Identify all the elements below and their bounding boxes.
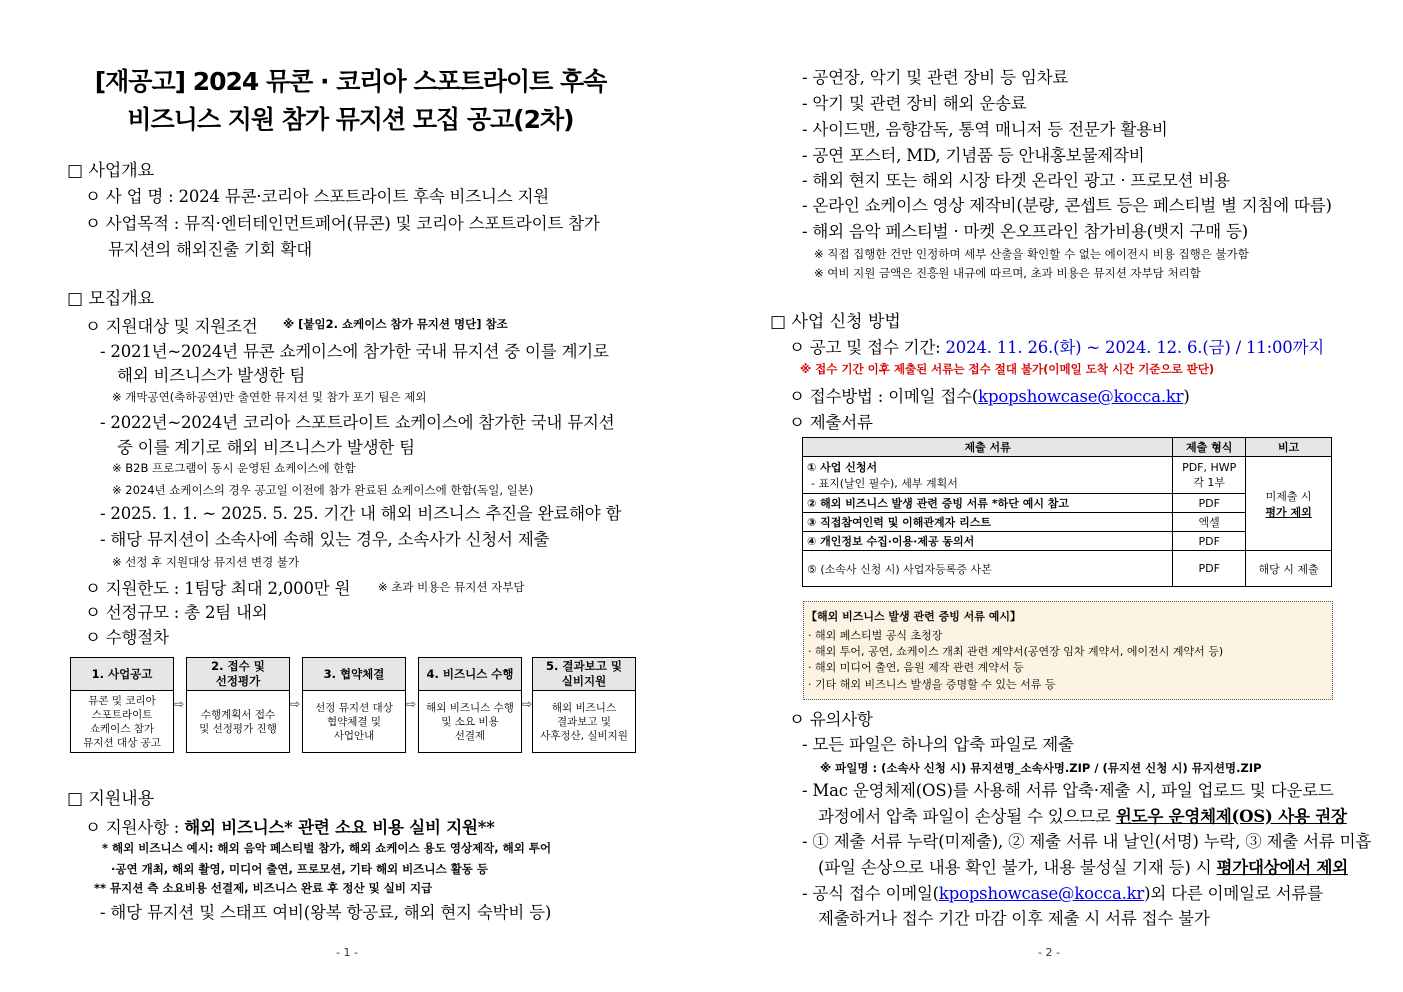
expense-item-1: - 해당 뮤지션 및 스태프 여비(왕복 항공료, 해외 현지 숙박비 등) — [100, 903, 552, 922]
process-step-5-title: 5. 결과보고 및 실비지원 — [533, 658, 635, 691]
table-row: ② 해외 비즈니스 발생 관련 증빙 서류 *하단 예시 참고 — [803, 494, 1173, 513]
col-header-doc: 제출 서류 — [803, 438, 1173, 457]
page-number: - 1 - — [336, 946, 358, 959]
condition-4-note: ※ 선정 후 지원대상 뮤지션 변경 불가 — [112, 555, 300, 569]
process-step-3 — [302, 657, 406, 753]
period-value: 2024. 11. 26.(화) ~ 2024. 12. 6.(금) / 11:00까지 — [945, 338, 1325, 357]
expense-item: - 공연장, 악기 및 관련 장비 등 임차료 — [802, 68, 1069, 87]
process-step-3-title: 3. 협약체결 — [303, 658, 405, 691]
condition-2: - 2022년~2024년 코리아 스포트라이트 쇼케이스에 참가한 국내 뮤지션 — [100, 413, 615, 432]
support-footnote-2: ** 뮤지션 측 소요비용 선결제, 비즈니스 완료 후 정산 및 실비 지급 — [94, 881, 433, 895]
title-line-1: [재공고] 2024 뮤콘 · 코리아 스포트라이트 후속 — [94, 67, 607, 96]
table-cell: PDF — [1173, 532, 1246, 551]
arrow-icon: ⇨ — [406, 697, 417, 711]
process-step-1-desc: 뮤콘 및 코리아 스포트라이트 쇼케이스 참가 뮤지션 대상 공고 — [83, 694, 161, 749]
condition-2-cont: 중 이를 계기로 해외 비즈니스가 발생한 팀 — [117, 438, 415, 457]
docs-item: ㅇ 제출서류 — [789, 413, 873, 432]
process-step-3-desc: 선정 뮤지션 대상 협약체결 및 사업안내 — [315, 701, 393, 742]
support-footnote-1-cont: ·공연 개최, 해외 촬영, 미디어 출연, 프로모션, 기타 해외 비즈니스 활동 등 — [111, 862, 488, 876]
arrow-icon: ⇨ — [174, 697, 185, 711]
col-header-format: 제출 형식 — [1173, 438, 1246, 457]
support-bold: 해외 비즈니스* 관련 소요 비용 실비 지원** — [184, 818, 495, 837]
support-item: ㅇ 지원사항 : 해외 비즈니스* 관련 소요 비용 실비 지원** — [85, 818, 495, 837]
title-line-2: 비즈니스 지원 참가 뮤지션 모집 공고(2차) — [127, 105, 574, 134]
expense-item: - 악기 및 관련 장비 해외 운송료 — [802, 94, 1027, 113]
list-item: · 해외 미디어 출연, 음원 제작 관련 계약서 등 — [808, 661, 1024, 674]
caution-1: - 모든 파일은 하나의 압축 파일로 제출 — [802, 735, 1074, 754]
process-step-4-desc: 해외 비즈니스 수행 및 소요 비용 선결제 — [426, 701, 514, 742]
table-row: ③ 직접참여인력 및 이해관계자 리스트 — [803, 513, 1173, 532]
method-item: ㅇ 접수방법 : 이메일 접수(kpopshowcase@kocca.kr) — [789, 387, 1190, 406]
condition-1-cont: 해외 비즈니스가 발생한 팀 — [117, 366, 306, 385]
arrow-icon: ⇨ — [522, 697, 533, 711]
expense-item: - 해외 현지 또는 해외 시장 타겟 온라인 광고 · 프로모션 비용 — [802, 171, 1230, 190]
caution-3-cont: (파일 손상으로 내용 확인 불가, 내용 불성실 기재 등) 시 평가대상에서 제외 — [818, 858, 1348, 877]
process-step-1 — [70, 657, 174, 753]
support-footnote-1: * 해외 비즈니스 예시: 해외 음악 페스티벌 참가, 해외 쇼케이스 용도 영상제작, 해외 투어 — [102, 841, 552, 855]
caution-3-emphasis: 평가대상에서 제외 — [1216, 858, 1348, 877]
process-step-1-title: 1. 사업공고 — [71, 658, 173, 691]
condition-3: - 2025. 1. 1. ~ 2025. 5. 25. 기간 내 해외 비즈니스 추진을 완료해야 함 — [100, 504, 622, 523]
section-heading-apply: □ 사업 신청 방법 — [770, 312, 901, 332]
process-step-2 — [186, 657, 290, 753]
col-header-remark: 비고 — [1246, 438, 1332, 457]
period-warning: ※ 접수 기간 이후 제출된 서류는 접수 절대 불가(이메일 도착 시간 기준으로 판단) — [800, 362, 1215, 376]
caution-2-cont: 과정에서 압축 파일이 손상될 수 있으므로 윈도우 운영체제(OS) 사용 권장 — [818, 807, 1347, 826]
examples-title: 【해외 비즈니스 발생 관련 증빙 서류 예시】 — [806, 610, 1021, 623]
table-cell: PDF, HWP 각 1부 — [1173, 457, 1246, 494]
caution-1-note: ※ 파일명 : (소속사 신청 시) 뮤지션명_소속사명.ZIP / (뮤지션 신청 시) 뮤지션명.ZIP — [820, 761, 1262, 775]
scale-item: ㅇ 선정규모 : 총 2팀 내외 — [85, 603, 268, 622]
cautions-item: ㅇ 유의사항 — [789, 710, 873, 729]
table-row: ① 사업 신청서 - 표지(날인 필수), 세부 계획서 — [803, 457, 1173, 494]
caution-4-cont: 제출하거나 접수 기간 마감 이후 제출 시 서류 접수 불가 — [818, 909, 1210, 928]
section-heading-overview: □ 사업개요 — [67, 161, 155, 181]
project-name-item: ㅇ 사 업 명 : 2024 뮤콘·코리아 스포트라이트 후속 비즈니스 지원 — [85, 187, 550, 206]
list-item: · 기타 해외 비즈니스 발생을 증명할 수 있는 서류 등 — [808, 678, 1056, 691]
email-link[interactable]: kpopshowcase@kocca.kr — [978, 387, 1184, 406]
condition-4: - 해당 뮤지션이 소속사에 속해 있는 경우, 소속사가 신청서 제출 — [100, 530, 550, 549]
limit-note: ※ 초과 비용은 뮤지션 자부담 — [378, 580, 525, 594]
process-item: ㅇ 수행절차 — [85, 628, 169, 647]
caution-3: - ① 제출 서류 누락(미제출), ② 제출 서류 내 날인(서명) 누락, ③ 제출 서류 미흡 — [802, 832, 1372, 851]
caution-2-emphasis: 윈도우 운영체제(OS) 사용 권장 — [1115, 807, 1347, 826]
email-link[interactable]: kpopshowcase@kocca.kr — [938, 884, 1145, 903]
process-step-2-title: 2. 접수 및 선정평가 — [187, 658, 289, 691]
expense-item: - 온라인 쇼케이스 영상 제작비(분량, 콘셉트 등은 페스티벌 별 지침에 따름) — [802, 196, 1332, 215]
page-number: - 2 - — [1038, 946, 1060, 959]
list-item: · 해외 투어, 공연, 쇼케이스 개최 관련 계약서(공연장 임차 계약서, 에이전시 계약서 등) — [808, 645, 1224, 658]
condition-1: - 2021년~2024년 뮤콘 쇼케이스에 참가한 국내 뮤지션 중 이를 계기로 — [100, 342, 609, 361]
project-purpose-cont: 뮤지션의 해외진출 기회 확대 — [108, 240, 313, 259]
table-cell-remark: 미제출 시 평가 제외 — [1246, 457, 1332, 551]
process-step-2-desc: 수행계획서 접수 및 선정평가 진행 — [199, 708, 277, 735]
target-note: ※ [붙임2. 쇼케이스 참가 뮤지션 명단] 참조 — [283, 317, 508, 331]
limit-item: ㅇ 지원한도 : 1팀당 최대 2,000만 원 — [85, 579, 351, 598]
table-row: ④ 개인정보 수집·이용·제공 동의서 — [803, 532, 1173, 551]
condition-2-note-1: ※ B2B 프로그램이 동시 운영된 쇼케이스에 한함 — [112, 461, 356, 475]
table-cell: PDF — [1173, 551, 1246, 587]
section-heading-support: □ 지원내용 — [67, 789, 155, 809]
caution-4: - 공식 접수 이메일(kpopshowcase@kocca.kr)외 다른 이메일로 서류를 — [802, 884, 1323, 903]
examples-box — [803, 601, 1333, 700]
target-item: ㅇ 지원대상 및 지원조건 — [85, 317, 258, 336]
expense-item: - 사이드맨, 음향감독, 통역 매니저 등 전문가 활용비 — [802, 120, 1168, 139]
condition-2-note-2: ※ 2024년 쇼케이스의 경우 공고일 이전에 참가 완료된 쇼케이스에 한함(독일, 일본) — [112, 483, 534, 497]
documents-table — [802, 437, 1332, 587]
period-item: ㅇ 공고 및 접수 기간: 2024. 11. 26.(화) ~ 2024. 12. 6.(금) / 11:00까지 — [789, 338, 1325, 357]
section-heading-recruit: □ 모집개요 — [67, 289, 155, 309]
process-step-4-title: 4. 비즈니스 수행 — [419, 658, 521, 691]
page-2 — [702, 0, 1403, 992]
expense-note-1: ※ 직접 집행한 건만 인정하며 세부 산출을 확인할 수 없는 에이전시 비용 집행은 불가함 — [814, 247, 1249, 261]
process-step-5-desc: 해외 비즈니스 결과보고 및 사후정산, 실비지원 — [540, 701, 628, 742]
expense-item: - 해외 음악 페스티벌 · 마켓 온오프라인 참가비용(뱃지 구매 등) — [802, 222, 1249, 241]
process-step-4 — [418, 657, 522, 753]
caution-2: - Mac 운영체제(OS)를 사용해 서류 압축·제출 시, 파일 업로드 및 다운로드 — [802, 781, 1334, 800]
expense-note-2: ※ 여비 지원 금액은 진흥원 내규에 따르며, 초과 비용은 뮤지션 자부담 처리함 — [814, 266, 1201, 280]
page-1 — [0, 0, 701, 992]
list-item: · 해외 페스티벌 공식 초청장 — [808, 629, 943, 642]
project-purpose-item: ㅇ 사업목적 : 뮤직·엔터테인먼트페어(뮤콘) 및 코리아 스포트라이트 참가 — [85, 214, 600, 233]
condition-1-note: ※ 개막공연(축하공연)만 출연한 뮤지션 및 참가 포기 팀은 제외 — [112, 390, 427, 404]
process-step-5 — [532, 657, 636, 753]
table-row: ⑤ (소속사 신청 시) 사업자등록증 사본 — [803, 551, 1173, 587]
table-cell: PDF — [1173, 494, 1246, 513]
expense-item: - 공연 포스터, MD, 기념품 등 안내홍보물제작비 — [802, 146, 1145, 165]
table-cell: 해당 시 제출 — [1246, 551, 1332, 587]
arrow-icon: ⇨ — [290, 697, 301, 711]
table-cell: 엑셀 — [1173, 513, 1246, 532]
